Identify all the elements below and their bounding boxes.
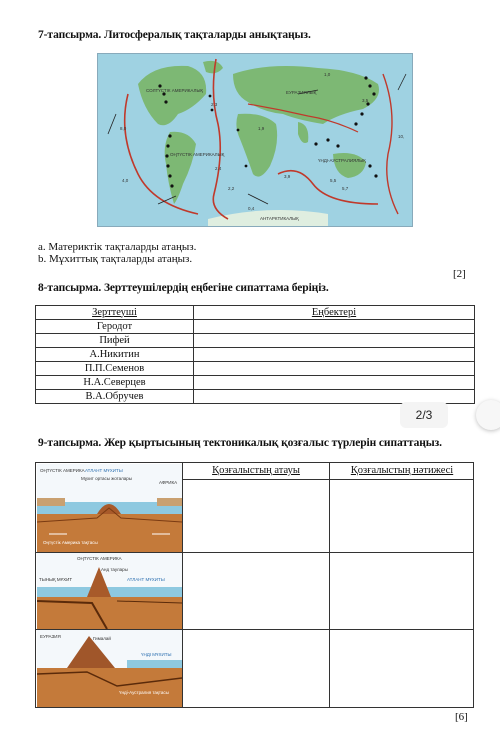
- question-a: a. Материктік тақталарды атаңыз.: [38, 241, 197, 253]
- south-america-shape: [165, 132, 196, 204]
- table-row: [36, 376, 475, 390]
- speed-label: 10,: [398, 134, 405, 139]
- label-eurasian: ЕУРАЗИЯЛЫҚ: [286, 90, 317, 95]
- speed-label: 2,4: [215, 166, 222, 171]
- speed-label: 3,5: [362, 98, 369, 103]
- speed-label: 1,9: [258, 126, 265, 131]
- d3-peak-label: Гималай: [93, 636, 111, 641]
- answer-name-2[interactable]: [183, 553, 329, 629]
- label-indo-australian: ҮНДІ-АУСТРАЛИЯЛЫҚ: [318, 158, 366, 163]
- answer-name-1[interactable]: [183, 480, 329, 552]
- speed-label: 0,4: [248, 206, 255, 211]
- indian-ridge: [278, 171, 378, 204]
- lithosphere-map: [97, 53, 413, 227]
- answer-cell[interactable]: [194, 334, 475, 348]
- header-works: Еңбектері: [194, 306, 475, 320]
- answer-cell[interactable]: [194, 376, 475, 390]
- mid-atlantic-ridge: [213, 59, 228, 219]
- answer-result-3[interactable]: [330, 630, 474, 707]
- tectonic-movement-table: [35, 462, 474, 708]
- task8-title: 8-тапсырма. Зерттеушілердің еңбегіне сипаттама беріңіз.: [38, 282, 329, 294]
- researcher-name: П.П.Семенов: [36, 362, 194, 376]
- researcher-name: Н.А.Северцев: [36, 376, 194, 390]
- speed-label: 2,3: [211, 102, 218, 107]
- answer-cell[interactable]: [194, 348, 475, 362]
- header-researcher: Зерттеуші: [36, 306, 194, 320]
- north-america-shape: [138, 66, 206, 125]
- d2-peak-label: Анд таулары: [101, 567, 128, 572]
- speed-label: 1,0: [324, 72, 331, 77]
- label-north-america: СОЛТҮСТІК АМЕРИКАЛЫҚ: [146, 88, 204, 93]
- label-antarctic: АНТАРКТИКАЛЫҚ: [260, 216, 299, 221]
- d1-mid-label: АТЛАНТ МҰХИТЫ: [85, 468, 123, 473]
- table-row: [36, 362, 475, 376]
- answer-cell[interactable]: [194, 362, 475, 376]
- table-row: [36, 334, 475, 348]
- answer-result-1[interactable]: [330, 480, 474, 552]
- label-south-america: ОҢТҮСТІК АМЕРИКАЛЫҚ: [170, 152, 225, 157]
- greenland-shape: [203, 61, 223, 73]
- speed-label: 3,9: [284, 174, 291, 179]
- researcher-name: Геродот: [36, 320, 194, 334]
- subduction-diagram: [37, 553, 182, 629]
- world-plates-svg: [98, 54, 412, 226]
- pacific-east-boundary: [383, 74, 398, 214]
- d3-plate-label: Үнді-Аустралия тақтасы: [119, 690, 169, 695]
- speed-label: 5,5: [330, 178, 337, 183]
- speed-label: 8,0: [120, 126, 127, 131]
- header-movement-result: Қозғалыстың нәтижесі: [350, 465, 454, 476]
- header-movement-name: Қозғалыстың атауы: [212, 465, 300, 476]
- d1-sub-label: Мұхит ортасы жоталары: [81, 476, 133, 481]
- page-indicator: 2/3: [400, 402, 448, 428]
- d3-left-label: ЕУРАЗИЯ: [40, 634, 61, 639]
- india-shape: [298, 122, 308, 143]
- d3-right-label: ҮНДІ МҰХИТЫ: [141, 652, 172, 657]
- question-b: b. Мұхиттық тақталарды атаңыз.: [38, 253, 193, 265]
- collision-diagram-svg: [37, 630, 182, 707]
- d2-top-label: ОҢТҮСТІК АМЕРИКА: [77, 556, 122, 561]
- task7-title: 7-тапсырма. Литосфералық тақталарды анықтаңыз.: [38, 29, 311, 41]
- subduction-diagram-svg: [37, 553, 182, 629]
- researchers-table: [35, 305, 475, 404]
- collision-diagram: [37, 630, 182, 707]
- australia-shape: [333, 153, 366, 178]
- d1-right-label: АФРИКА: [159, 480, 178, 485]
- speed-label: 2,2: [228, 186, 235, 191]
- speed-label: 4,0: [122, 178, 129, 183]
- table-row: [36, 320, 475, 334]
- d1-bottom-label: Оңтүстік Америка тақтасы: [43, 540, 98, 545]
- africa-shape: [236, 114, 277, 177]
- d2-ocean-right-label: АТЛАНТ МҰХИТЫ: [127, 577, 165, 582]
- scroll-handle[interactable]: [476, 400, 500, 430]
- speed-label: 5,7: [342, 186, 349, 191]
- divergent-diagram: [37, 464, 182, 552]
- d1-left-label: ОҢТҮСТІК АМЕРИКА: [40, 468, 85, 473]
- task7-score: [2]: [453, 268, 466, 280]
- researcher-name: Пифей: [36, 334, 194, 348]
- task9-title: 9-тапсырма. Жер қыртысының тектоникалық қозғалыс түрлерін сипаттаңыз.: [38, 437, 442, 449]
- d2-ocean-left-label: ТЫНЫҚ МҰХИТ: [39, 577, 73, 582]
- task9-score: [6]: [455, 711, 468, 723]
- answer-cell[interactable]: [194, 320, 475, 334]
- researcher-name: В.А.Обручев: [36, 390, 194, 404]
- researcher-name: А.Никитин: [36, 348, 194, 362]
- answer-result-2[interactable]: [330, 553, 474, 629]
- table-header-row: [36, 306, 475, 320]
- table-row: [36, 348, 475, 362]
- answer-name-3[interactable]: [183, 630, 329, 707]
